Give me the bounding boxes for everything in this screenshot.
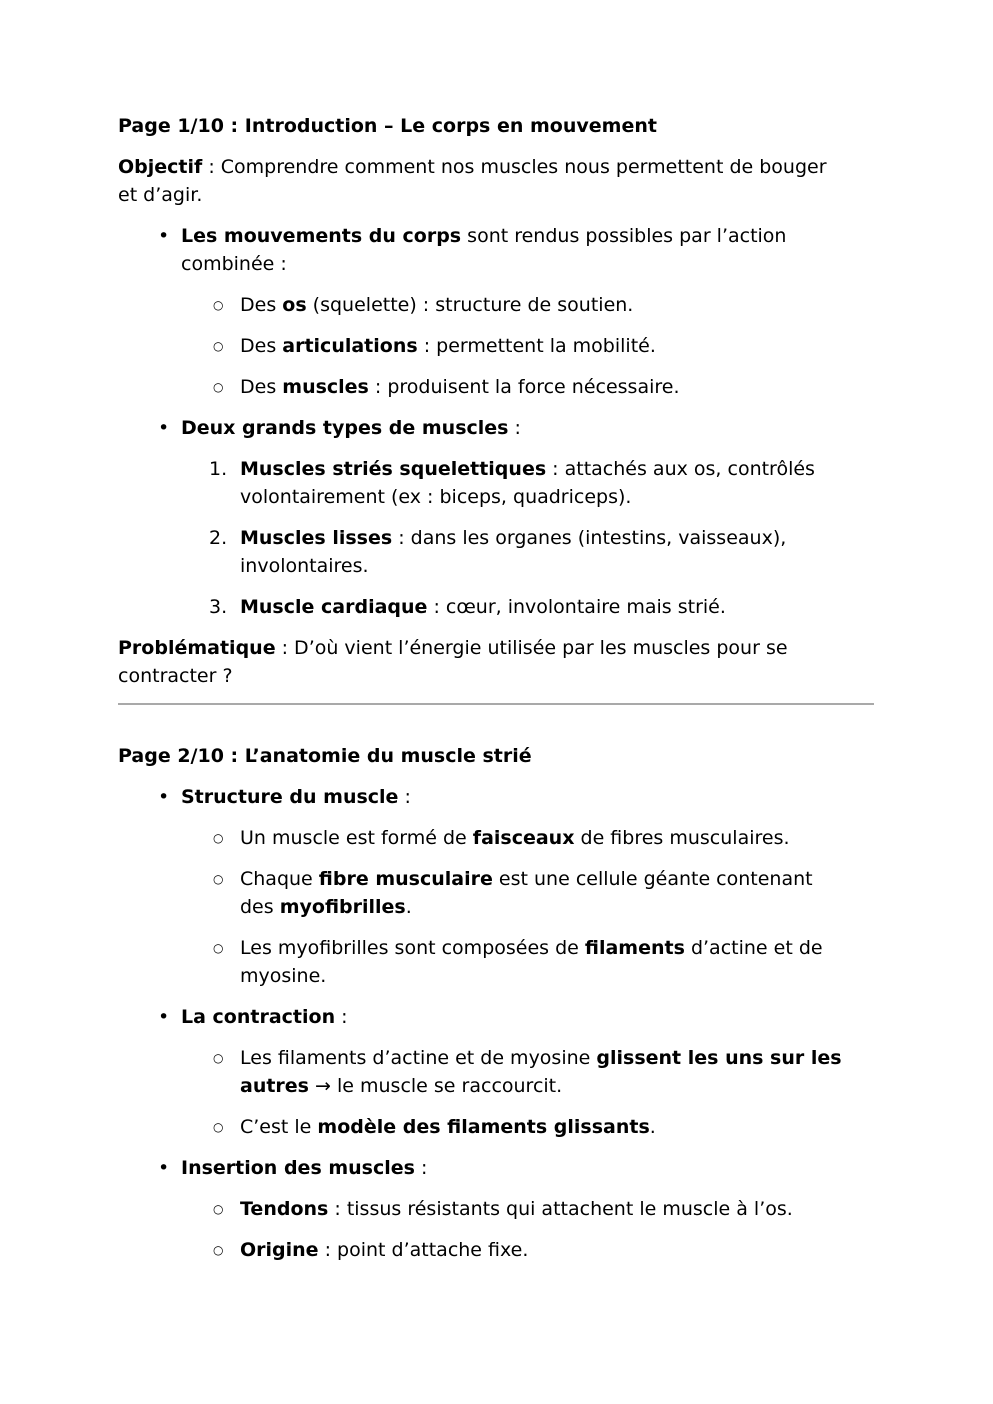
text-run: : xyxy=(508,417,521,439)
bold-text-run: myofibrilles xyxy=(279,896,406,918)
text-run: est une cellule géante contenant xyxy=(492,868,813,890)
bold-text-run: os xyxy=(282,294,307,316)
text-block xyxy=(118,742,874,770)
text-line xyxy=(240,1113,874,1141)
list-item-origine xyxy=(213,1236,874,1264)
text-line xyxy=(240,893,874,921)
text-run: (squelette) : structure de soutien. xyxy=(306,294,634,316)
bold-text-run: articulations xyxy=(282,335,418,357)
text-block xyxy=(240,593,874,621)
text-run: : attachés aux os, contrôlés xyxy=(546,458,815,480)
bullet-icon: • xyxy=(158,1006,170,1028)
circle-bullet-icon: ○ xyxy=(213,380,224,394)
bold-text-run: Page 1/10 : Introduction – Le corps en mouvement xyxy=(118,115,657,137)
page-2-heading xyxy=(118,742,874,770)
bold-text-run: faisceaux xyxy=(472,827,575,849)
list-item-muscles-lisses xyxy=(209,524,874,580)
text-line xyxy=(240,291,874,319)
text-run: et d’agir. xyxy=(118,184,203,206)
list-item-fibre-musculaire xyxy=(213,865,874,921)
text-run: : xyxy=(335,1006,348,1028)
circle-bullet-icon: ○ xyxy=(213,941,224,955)
text-line xyxy=(118,742,874,770)
list-item-glissement xyxy=(213,1044,874,1100)
bold-text-run: Muscles lisses xyxy=(240,527,393,549)
text-line xyxy=(240,332,874,360)
text-line xyxy=(240,824,874,852)
text-run: : xyxy=(398,786,411,808)
text-run: : D’où vient l’énergie utilisée par les muscles pour se xyxy=(275,637,788,659)
text-block xyxy=(240,824,874,852)
text-block xyxy=(240,524,874,580)
text-line xyxy=(240,552,874,580)
text-line xyxy=(181,414,874,442)
objective-paragraph xyxy=(118,153,874,209)
list-number-label: 3. xyxy=(209,596,228,618)
text-block xyxy=(240,1236,874,1264)
text-block xyxy=(240,1195,874,1223)
text-line xyxy=(118,662,874,690)
circle-bullet-icon: ○ xyxy=(213,1202,224,1216)
list-item-structure xyxy=(158,783,874,811)
bullet-icon: • xyxy=(158,225,170,247)
text-run: . xyxy=(405,896,412,918)
text-run: Les filaments d’actine et de myosine xyxy=(240,1047,597,1069)
text-run: Un muscle est formé de xyxy=(240,827,473,849)
text-run: volontairement (ex : biceps, quadriceps). xyxy=(240,486,632,508)
text-block xyxy=(240,934,874,990)
text-block xyxy=(240,1113,874,1141)
text-block xyxy=(240,455,874,511)
bold-text-run: Les mouvements du corps xyxy=(181,225,462,247)
text-block xyxy=(240,291,874,319)
list-item-modele xyxy=(213,1113,874,1141)
bold-text-run: Page 2/10 : L’anatomie du muscle strié xyxy=(118,745,532,767)
text-block xyxy=(181,783,874,811)
bullet-icon: • xyxy=(158,417,170,439)
text-line xyxy=(118,153,874,181)
list-item-muscle-cardiaque xyxy=(209,593,874,621)
circle-bullet-icon: ○ xyxy=(213,339,224,353)
text-block xyxy=(240,865,874,921)
bold-text-run: Objectif xyxy=(118,156,203,178)
text-run: des xyxy=(240,896,280,918)
text-line xyxy=(118,634,874,662)
bullet-icon: • xyxy=(158,786,170,808)
problematique-paragraph xyxy=(118,634,874,690)
text-line xyxy=(240,962,874,990)
text-block xyxy=(181,222,874,278)
text-block xyxy=(118,153,874,209)
bold-text-run: Muscles striés squelettiques xyxy=(240,458,547,480)
text-block xyxy=(181,1003,874,1031)
bold-text-run: Deux grands types de muscles xyxy=(181,417,509,439)
list-item-mouvements xyxy=(158,222,874,278)
list-item-faisceaux xyxy=(213,824,874,852)
text-run: C’est le xyxy=(240,1116,318,1138)
text-block xyxy=(181,414,874,442)
text-line xyxy=(118,181,874,209)
list-item-insertion xyxy=(158,1154,874,1182)
text-run: sont rendus possibles par l’action xyxy=(461,225,787,247)
section-divider xyxy=(118,703,874,705)
bold-text-run: glissent les uns sur les xyxy=(596,1047,842,1069)
list-item-muscles xyxy=(213,373,874,401)
list-number-label: 1. xyxy=(209,458,228,480)
text-block xyxy=(240,373,874,401)
text-line xyxy=(240,1044,874,1072)
bold-text-run: Problématique xyxy=(118,637,276,659)
text-run: myosine. xyxy=(240,965,327,987)
text-run: → le muscle se raccourcit. xyxy=(309,1075,563,1097)
bold-text-run: muscles xyxy=(282,376,369,398)
text-run: : Comprendre comment nos muscles nous permettent de bouger xyxy=(202,156,827,178)
circle-bullet-icon: ○ xyxy=(213,1120,224,1134)
document-content xyxy=(118,112,874,1264)
text-line xyxy=(240,455,874,483)
list-item-articulations xyxy=(213,332,874,360)
text-run: de fibres musculaires. xyxy=(574,827,790,849)
list-item-muscles-stries xyxy=(209,455,874,511)
text-line xyxy=(240,1236,874,1264)
list-item-os xyxy=(213,291,874,319)
list-item-tendons xyxy=(213,1195,874,1223)
text-run: : tissus résistants qui attachent le muscle à l’os. xyxy=(328,1198,793,1220)
bold-text-run: filaments xyxy=(584,937,685,959)
text-run: Des xyxy=(240,294,283,316)
bold-text-run: La contraction xyxy=(181,1006,336,1028)
text-block xyxy=(118,634,874,690)
bold-text-run: Muscle cardiaque xyxy=(240,596,428,618)
circle-bullet-icon: ○ xyxy=(213,1243,224,1257)
text-run: : cœur, involontaire mais strié. xyxy=(427,596,726,618)
text-line xyxy=(240,934,874,962)
bold-text-run: Structure du muscle xyxy=(181,786,399,808)
list-item-types-muscles xyxy=(158,414,874,442)
text-line xyxy=(240,524,874,552)
text-run: : permettent la mobilité. xyxy=(417,335,656,357)
text-run: Des xyxy=(240,376,283,398)
text-run: contracter ? xyxy=(118,665,233,687)
bold-text-run: Insertion des muscles xyxy=(181,1157,415,1179)
list-item-contraction xyxy=(158,1003,874,1031)
circle-bullet-icon: ○ xyxy=(213,831,224,845)
list-item-myofibrilles xyxy=(213,934,874,990)
text-line xyxy=(181,250,874,278)
text-run: Des xyxy=(240,335,283,357)
text-run: : xyxy=(414,1157,428,1179)
text-run: d’actine et de xyxy=(684,937,823,959)
text-run: : dans les organes (intestins, vaisseaux), xyxy=(392,527,787,549)
text-run: : produisent la force nécessaire. xyxy=(368,376,680,398)
text-line xyxy=(181,1003,874,1031)
text-run: Les myofibrilles sont composées de xyxy=(240,937,585,959)
circle-bullet-icon: ○ xyxy=(213,872,224,886)
text-line xyxy=(240,865,874,893)
text-run: : point d’attache fixe. xyxy=(318,1239,529,1261)
text-line xyxy=(181,222,874,250)
bold-text-run: autres xyxy=(240,1075,309,1097)
text-block xyxy=(118,112,874,140)
text-line xyxy=(118,112,874,140)
text-run: . xyxy=(649,1116,656,1138)
bullet-icon: • xyxy=(158,1157,170,1179)
text-line xyxy=(240,373,874,401)
text-block xyxy=(181,1154,874,1182)
list-number-label: 2. xyxy=(209,527,228,549)
bold-text-run: modèle des filaments glissants xyxy=(317,1116,650,1138)
text-run: involontaires. xyxy=(240,555,369,577)
text-block xyxy=(240,1044,874,1100)
bold-text-run: fibre musculaire xyxy=(318,868,493,890)
circle-bullet-icon: ○ xyxy=(213,1051,224,1065)
text-line xyxy=(240,1195,874,1223)
text-line xyxy=(240,1072,874,1100)
text-block xyxy=(240,332,874,360)
text-run: Chaque xyxy=(240,868,319,890)
circle-bullet-icon: ○ xyxy=(213,298,224,312)
text-line xyxy=(240,483,874,511)
text-line xyxy=(181,783,874,811)
bold-text-run: Origine xyxy=(240,1239,319,1261)
text-line xyxy=(240,593,874,621)
text-line xyxy=(181,1154,874,1182)
text-run: combinée : xyxy=(181,253,287,275)
page-1-heading xyxy=(118,112,874,140)
bold-text-run: Tendons xyxy=(240,1198,329,1220)
